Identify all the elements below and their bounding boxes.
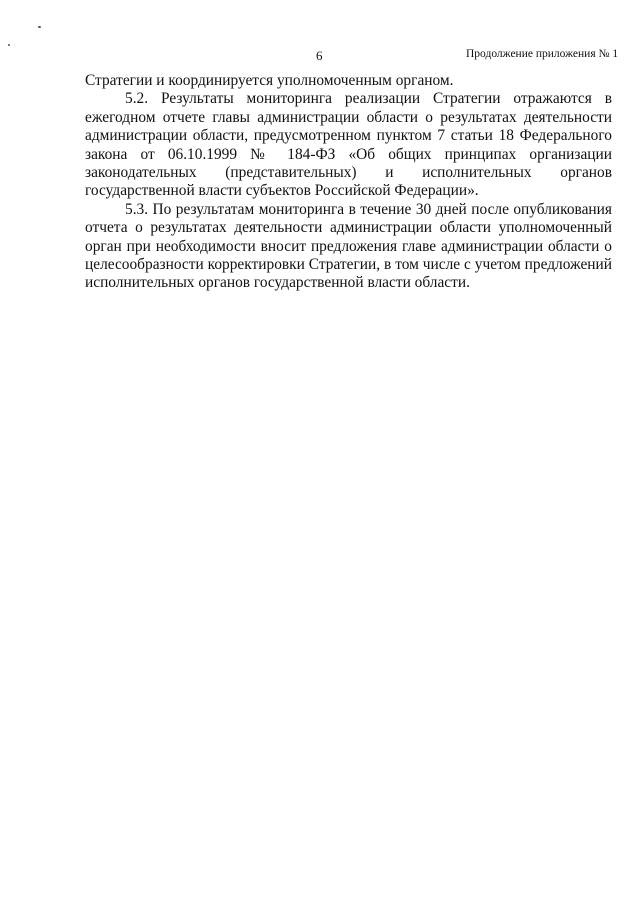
paragraph-5-2: 5.2. Результаты мониторинга реализации Стратегии отражаются в ежегодном отчете главы администрации области о результатах деятельности администрации области, предусмотренном пунктом 7 статьи 18 Федерального закона от 06.10.1999 № 184-ФЗ «Об общих принципах организации законодательных (представительных) и исполнительных органов государственной власти субъектов Российской Федерации». bbox=[85, 90, 612, 200]
appendix-continuation-note: Продолжение приложения № 1 bbox=[466, 48, 619, 60]
scan-speck bbox=[8, 44, 10, 46]
scan-speck bbox=[38, 26, 41, 28]
paragraph-5-3: 5.3. По результатам мониторинга в течение 30 дней после опубликования отчета о результатах деятельности администрации области уполномоченный орган при необходимости вносит предложения главе администрации области о целесообразности корректировки Стратегии, в том числе с учетом предложений исполнительных органов государственной власти области. bbox=[85, 200, 612, 292]
paragraph-continuation: Стратегии и координируется уполномоченным органом. bbox=[85, 72, 454, 89]
document-body bbox=[85, 72, 612, 293]
page-number: 6 bbox=[316, 48, 323, 63]
